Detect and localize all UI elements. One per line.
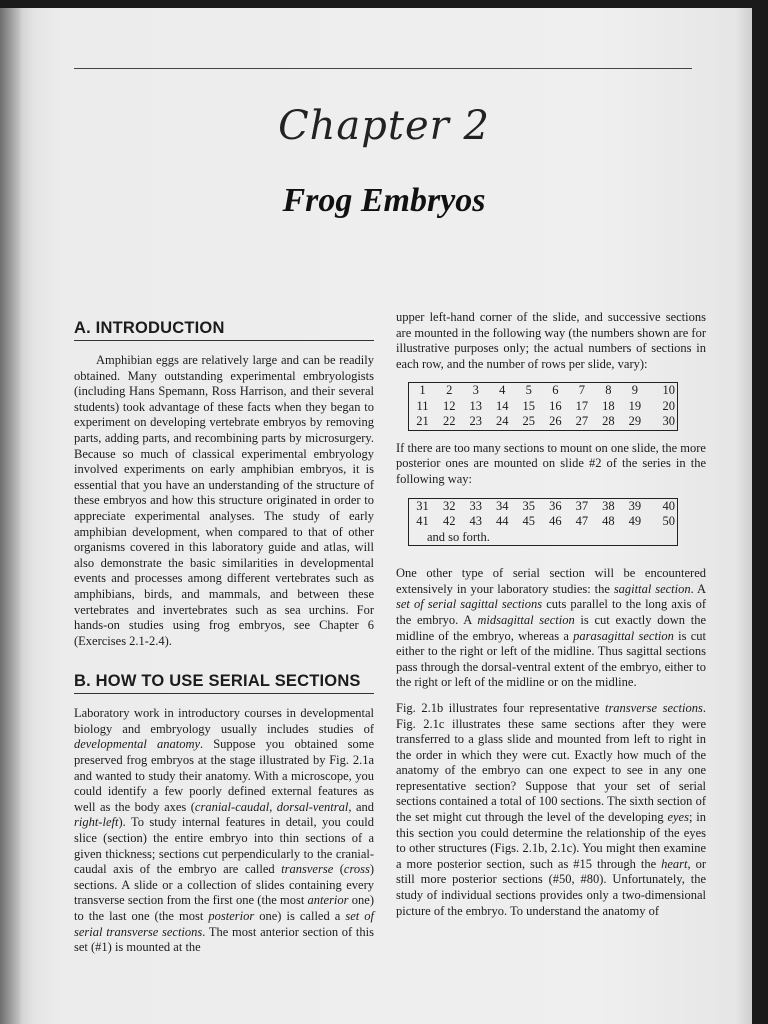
top-rule <box>74 68 692 69</box>
slide-2-paragraph: If there are too many sections to mount on one slide, the more posterior ones are mounted on slide #2 of the series in the following way: <box>396 440 706 487</box>
section-a-heading: A. INTRODUCTION <box>74 318 374 341</box>
serial-sections-paragraph: Laboratory work in introductory courses in developmental biology and embryology usually includes studies of developmental anatomy. Suppose you obtained some preserved frog embryos at the stage illustrated by Fig. 2.1a and wanted to study their anatomy. With a microscope, you could identify a few poorly defined external features as well as the body axes (cranial-caudal, dorsal-ventral, and right-left). To study internal features in detail, you could slice (section) the entire embryo into thin sections of a given thickness; sections cut perpendicularly to the cranial-caudal axis of the embryo are called transverse (cross) sections. A slide or a collection of slides containing every transverse section from the first one (the most anterior one) to the last one (the most posterior one) is called a set of serial transverse sections. The most anterior section of this set (#1) is mounted at the <box>74 706 375 955</box>
chapter-title: Frog Embryos <box>282 182 486 219</box>
slide-1-table <box>408 382 678 431</box>
table-note: and so forth. <box>427 529 490 544</box>
table-row: 11 12 13 14 15 16 17 18 19 20 <box>416 398 675 413</box>
table-row: 21 22 23 24 25 26 27 28 29 30 <box>416 414 675 429</box>
slide-2-table <box>408 498 678 547</box>
section-b-heading: B. HOW TO USE SERIAL SECTIONS <box>74 671 374 694</box>
table-row: 1 2 3 4 5 6 7 8 9 10 <box>419 383 675 398</box>
table-row: 41 42 43 44 45 46 47 48 49 50 <box>416 514 675 529</box>
left-column <box>74 318 374 956</box>
book-spine-shadow <box>0 8 22 1024</box>
mounting-paragraph: upper left-hand corner of the slide, and successive sections are mounted in the following way (the numbers shown are for illustrative purposes only; the actual numbers of sections in each row, and the number of rows per slide, vary): <box>396 310 706 371</box>
table-row: 31 32 33 34 35 36 37 38 39 40 <box>416 498 675 513</box>
table-row <box>409 530 678 546</box>
representative-sections-paragraph: Fig. 2.1b illustrates four representative transverse sections. Fig. 2.1c illustrates these same sections after they were transferred to a glass slide and mounted from left to right in the order in which they were cut. Exactly how much of the anatomy of the embryo can one expect to see in any one representative section? Suppose that your set of serial sections contained a total of 100 sections. The sixth section of the set might cut through the level of the developing eyes; in this section you could determine the relationship of the eyes to other structures (Figs. 2.1b, 2.1c). You might then examine a more posterior section, such as #15 through the heart, or still more posterior sections (#50, #80). Unfortunately, the study of individual sections provides only a two-dimensional picture of the embryo. To understand the anatomy of <box>396 700 706 918</box>
chapter-label: Chapter 2 <box>278 103 490 149</box>
sagittal-paragraph: One other type of serial section will be encountered extensively in your laboratory studies: the sagittal section. A set of serial sagittal sections cuts parallel to the long axis of the embryo. A midsagittal section is cut exactly down the midline of the embryo, whereas a parasagittal section is cut either to the right or left of the midline. Thus sagittal sections pass through the dorsal-ventral extent of the embryo, either to the right or left of the midline or on the midline. <box>396 566 707 690</box>
introduction-paragraph: Amphibian eggs are relatively large and can be readily obtained. Many outstanding experimental embryologists (including Hans Spemann, Ross Harrison, and their several students) took advantage of these facts when they began to experiment on developing vertebrate embryos by removing parts, adding parts, and recombining parts by microsurgery. Because so much of classical experimental embryology involved experiments on early amphibian embryos, it is essential that you have an understanding of the structure of these embryos and how this structure originated in order to appreciate experimental analyses. The study of early amphibian development, when compared to that of other organisms covered in this laboratory guide and atlas, will also demonstrate the basic similarities in developmental events and processes among different vertebrates such as amphibians, birds, and mammals, and between these vertebrates and invertebrates such as sea urchins. For hands-on studies using frog embryos, see Chapter 6 (Exercises 2.1-2.4). <box>74 353 374 648</box>
right-column <box>396 310 706 919</box>
